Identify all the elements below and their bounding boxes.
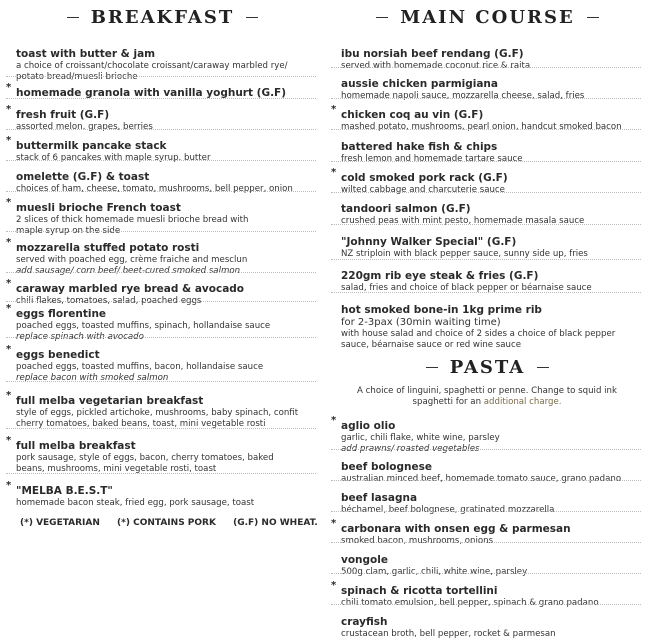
divider xyxy=(331,161,641,162)
item-name: carbonara with onsen egg & parmesan xyxy=(341,523,571,535)
item-name: "Johnny Walker Special" (G.F) xyxy=(341,236,517,248)
divider xyxy=(6,473,316,474)
menu-item xyxy=(341,610,641,640)
menu-item xyxy=(6,343,316,383)
item-desc: served with poached egg, crème fraiche and mesclun xyxy=(16,255,248,265)
divider xyxy=(67,17,79,18)
item-name: tandoori salmon (G.F) xyxy=(341,203,471,215)
item-marker: * xyxy=(331,415,337,426)
item-desc: garlic, chili flake, white wine, parsley xyxy=(341,433,500,443)
item-name: eggs benedict xyxy=(16,349,100,361)
item-marker: * xyxy=(331,167,337,178)
pasta-intro-highlight: additional charge. xyxy=(483,397,562,407)
divider xyxy=(6,129,316,130)
item-marker: * xyxy=(6,237,12,248)
pasta-header xyxy=(325,352,650,382)
item-name: beef lasagna xyxy=(341,492,418,504)
item-name: ibu norsiah beef rendang (G.F) xyxy=(341,48,524,60)
item-desc: australian minced beef, homemade tomato sauce, grano padano xyxy=(341,474,622,484)
divider xyxy=(331,129,641,130)
item-desc: wilted cabbage and charcuterie sauce xyxy=(341,185,505,195)
divider xyxy=(6,381,316,382)
item-name: aussie chicken parmigiana xyxy=(341,78,498,90)
item-marker: * xyxy=(331,580,337,591)
item-desc: poached eggs, toasted muffins, spinach, hollandaise sauce xyxy=(16,321,271,331)
divider xyxy=(6,231,316,232)
menu-item xyxy=(341,230,641,260)
item-name: beef bolognese xyxy=(341,461,433,473)
divider xyxy=(331,573,641,574)
divider xyxy=(246,17,258,18)
item-name: caraway marbled rye bread & avocado xyxy=(16,283,245,295)
item-name: mozzarella stuffed potato rosti xyxy=(16,242,200,254)
pasta-intro xyxy=(337,386,637,408)
item-name: hot smoked bone-in 1kg prime rib xyxy=(341,304,542,316)
item-desc: NZ striploin with black pepper sauce, sunny side up, fries xyxy=(341,249,588,259)
item-subtitle: for 2-3pax (30min waiting time) xyxy=(341,317,501,328)
divider xyxy=(6,160,316,161)
item-name: aglio olio xyxy=(341,420,396,432)
item-note: replace spinach with avocado xyxy=(16,331,144,342)
item-desc: served with homemade coconut rice & raita xyxy=(341,61,531,71)
divider xyxy=(331,224,641,225)
divider xyxy=(331,192,641,193)
item-note: replace bacon with smoked salmon xyxy=(16,372,169,383)
item-name: full melba vegetarian breakfast xyxy=(16,395,204,407)
menu-item xyxy=(6,389,316,429)
item-desc: homemade bacon steak, fried egg, pork sausage, toast xyxy=(16,498,255,508)
item-desc: mashed potato, mushrooms, pearl onion, handcut smoked bacon xyxy=(341,122,622,132)
item-desc: salad, fries and choice of black pepper or béarnaise sauce xyxy=(341,283,592,293)
item-note: add prawns/ roasted vegetables xyxy=(341,443,480,454)
item-desc: béchamel, beef bolognese, gratinated mozzarella xyxy=(341,505,555,515)
item-marker: * xyxy=(6,278,12,289)
dietary-legend xyxy=(20,518,320,528)
item-marker: * xyxy=(6,390,12,401)
item-marker: * xyxy=(6,135,12,146)
item-desc: 500g clam, garlic, chili, white wine, parsley xyxy=(341,567,528,577)
item-desc: pork sausage, style of eggs, bacon, cherry tomatoes, baked beans, mushrooms, mini vegetable rosti, toast xyxy=(16,453,274,474)
divider xyxy=(6,191,316,192)
item-name: cold smoked pork rack (G.F) xyxy=(341,172,508,184)
item-marker: * xyxy=(6,197,12,208)
main-course-title: MAIN COURSE xyxy=(400,6,575,28)
item-name: battered hake fish & chips xyxy=(341,141,498,153)
breakfast-title: BREAKFAST xyxy=(90,6,235,28)
divider xyxy=(331,542,641,543)
legend-pork: (*) CONTAINS PORK xyxy=(117,518,216,528)
divider xyxy=(587,17,599,18)
item-desc: homemade napoli sauce, mozzarella cheese, salad, fries xyxy=(341,91,585,101)
item-marker: * xyxy=(6,435,12,446)
item-desc: chili flakes, tomatoes, salad, poached eggs xyxy=(16,296,202,306)
item-marker: * xyxy=(6,303,12,314)
divider xyxy=(331,480,641,481)
menu-item xyxy=(341,197,641,227)
legend-gluten-free: (G.F) NO WHEAT. xyxy=(233,518,318,528)
divider xyxy=(6,98,316,99)
menu-item xyxy=(341,264,641,294)
legend-vegetarian: (*) VEGETARIAN xyxy=(20,518,100,528)
item-name: homemade granola with vanilla yoghurt (G.F) xyxy=(16,87,287,99)
item-marker: * xyxy=(331,518,337,529)
item-name: full melba breakfast xyxy=(16,440,136,452)
menu-item xyxy=(341,298,641,350)
item-name: 220gm rib eye steak & fries (G.F) xyxy=(341,270,539,282)
item-desc: style of eggs, pickled artichoke, mushrooms, baby spinach, confit cherry tomatoes, baked beans, toast, mini vegetable rosti xyxy=(16,408,299,429)
item-desc: crushed peas with mint pesto, homemade masala sauce xyxy=(341,216,585,226)
divider xyxy=(331,259,641,260)
item-desc: chili tomato emulsion, bell pepper, spinach & grano padano xyxy=(341,598,599,608)
item-marker: * xyxy=(6,104,12,115)
item-desc: smoked bacon, mushrooms, onions xyxy=(341,536,494,546)
pasta-intro-text: A choice of linguini, spaghetti or penne. Change to squid ink spaghetti for an xyxy=(357,386,617,407)
item-desc: fresh lemon and homemade tartare sauce xyxy=(341,154,523,164)
item-name: buttermilk pancake stack xyxy=(16,140,167,152)
item-marker: * xyxy=(331,104,337,115)
item-name: muesli brioche French toast xyxy=(16,202,181,214)
divider xyxy=(376,17,388,18)
item-desc: with house salad and choice of 2 sides a choice of black pepper sauce, béarnaise sauce or red wine sauce xyxy=(341,329,616,350)
item-marker: * xyxy=(6,480,12,491)
item-name: crayfish xyxy=(341,616,388,628)
item-name: "MELBA B.E.S.T" xyxy=(16,485,113,497)
divider xyxy=(331,511,641,512)
item-name: spinach & ricotta tortellini xyxy=(341,585,498,597)
item-name: omelette (G.F) & toast xyxy=(16,171,150,183)
divider xyxy=(537,367,549,368)
pasta-title: PASTA xyxy=(449,356,526,378)
menu-item xyxy=(6,479,316,509)
divider xyxy=(6,76,316,77)
divider xyxy=(6,428,316,429)
divider xyxy=(6,337,316,338)
divider xyxy=(6,272,316,273)
item-name: toast with butter & jam xyxy=(16,48,156,60)
menu-item xyxy=(6,434,316,474)
item-desc: 2 slices of thick homemade muesli brioche bread with maple syrup on the side xyxy=(16,215,249,236)
item-name: chicken coq au vin (G.F) xyxy=(341,109,484,121)
divider xyxy=(426,367,438,368)
divider xyxy=(331,604,641,605)
menu-item xyxy=(6,236,316,276)
item-name: eggs florentine xyxy=(16,308,107,320)
item-note: add sausage/ corn beef/ beet-cured smoked salmon xyxy=(16,265,241,276)
divider xyxy=(331,98,641,99)
item-marker: * xyxy=(6,344,12,355)
item-name: vongole xyxy=(341,554,388,566)
item-desc: assorted melon, grapes, berries xyxy=(16,122,153,132)
divider xyxy=(331,67,641,68)
item-desc: choices of ham, cheese, tomato, mushrooms, bell pepper, onion xyxy=(16,184,293,194)
item-desc: crustacean broth, bell pepper, rocket & parmesan xyxy=(341,629,556,639)
divider xyxy=(331,449,641,450)
breakfast-header xyxy=(0,2,325,32)
divider xyxy=(331,292,641,293)
item-desc: a choice of croissant/chocolate croissant/caraway marbled rye/ potato bread/muesli brioche xyxy=(16,61,288,82)
item-marker: * xyxy=(6,82,12,93)
main-course-header xyxy=(325,2,650,32)
item-desc: poached eggs, toasted muffins, bacon, hollandaise sauce xyxy=(16,362,264,372)
item-desc: stack of 6 pancakes with maple syrup, butter xyxy=(16,153,211,163)
item-name: fresh fruit (G.F) xyxy=(16,109,110,121)
